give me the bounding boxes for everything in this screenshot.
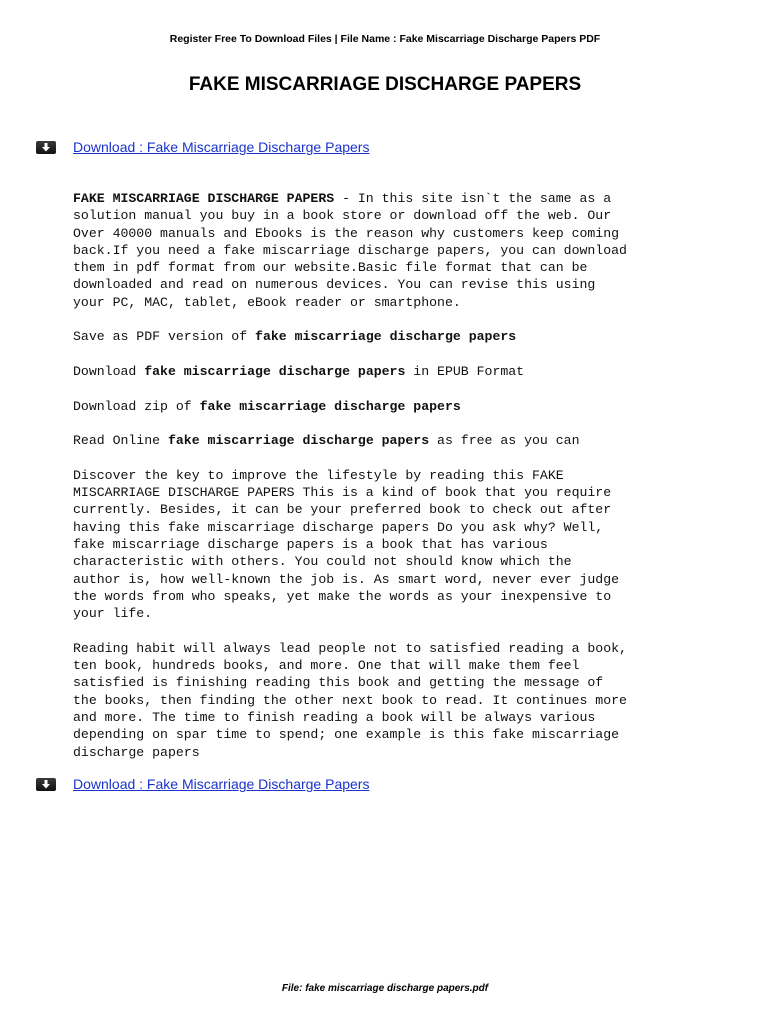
document-body bbox=[73, 190, 733, 778]
intro-bold: FAKE MISCARRIAGE DISCHARGE PAPERS bbox=[73, 191, 335, 206]
paragraph-reading-habit: Reading habit will always lead people not to satisfied reading a book, ten book, hundreds books, and more. One that will make them feel satisfied is finishing reading this book and getting the message of the books, then finding the other next book to read. It continues more and more. The time to finish reading a book will be always various depending on spar time to spend; one example is this fake miscarriage discharge papers bbox=[73, 640, 627, 760]
paragraph-discover: Discover the key to improve the lifestyle by reading this FAKE MISCARRIAGE DISCHARGE PAPERS This is a kind of book that you require currently. Besides, it can be your preferred book to check out after having this fake miscarriage discharge papers Do you ask why? Well, fake miscarriage discharge papers is a book that has various characteristic with others. You could not should know which the author is, how well-known the job is. As smart word, never ever judge the words from who speaks, yet make the words as your inexpensive to your life. bbox=[73, 467, 620, 622]
option-zip bbox=[73, 398, 733, 415]
download-row-bottom[interactable] bbox=[36, 774, 369, 794]
option-read-online bbox=[73, 432, 733, 449]
option-prefix: Download zip of bbox=[73, 398, 200, 414]
download-icon[interactable] bbox=[36, 778, 56, 791]
option-prefix: Download bbox=[73, 363, 145, 379]
option-bold: fake miscarriage discharge papers bbox=[199, 398, 461, 414]
option-bold: fake miscarriage discharge papers bbox=[167, 433, 430, 449]
download-link-top[interactable]: Download : Fake Miscarriage Discharge Papers bbox=[73, 139, 370, 155]
page-header: Register Free To Download Files | File Name : Fake Miscarriage Discharge Papers PDF bbox=[169, 33, 601, 45]
option-prefix: Read Online bbox=[73, 433, 168, 449]
download-row-top[interactable] bbox=[36, 137, 369, 157]
intro-text: - In this site isn`t the same as a solution manual you buy in a book store or download off the web. Our Over 40000 manuals and Ebooks is the reason why customers keep coming back.If you need a fake miscarriage discharge papers, you can download them in pdf format from our website.Basic file format that can be downloaded and read on numerous devices. You can revise this using your PC, MAC, tablet, eBook reader or smartphone. bbox=[73, 191, 627, 310]
page-footer: File: fake miscarriage discharge papers.pdf bbox=[281, 983, 489, 994]
download-icon[interactable] bbox=[36, 141, 56, 154]
option-bold: fake miscarriage discharge papers bbox=[144, 363, 406, 379]
option-save-pdf bbox=[73, 328, 733, 345]
option-suffix: as free as you can bbox=[429, 433, 580, 449]
option-epub bbox=[73, 363, 733, 380]
download-link-bottom[interactable]: Download : Fake Miscarriage Discharge Papers bbox=[73, 776, 370, 792]
intro-paragraph bbox=[73, 190, 733, 311]
page-title: FAKE MISCARRIAGE DISCHARGE PAPERS bbox=[188, 74, 582, 95]
option-suffix: in EPUB Format bbox=[405, 363, 525, 379]
option-bold: fake miscarriage discharge papers bbox=[255, 329, 517, 345]
option-prefix: Save as PDF version of bbox=[73, 329, 256, 345]
